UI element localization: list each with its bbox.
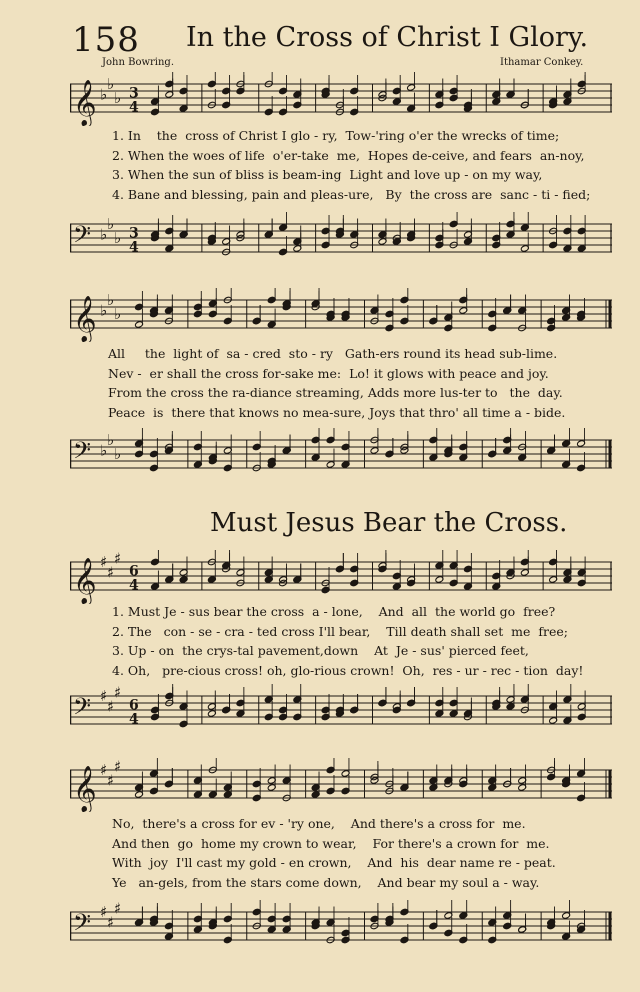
flat-sign-icon: ♭ bbox=[114, 445, 122, 463]
bass-clef-icon: 𝄢 bbox=[73, 908, 92, 942]
flat-sign-icon: ♭ bbox=[107, 75, 115, 93]
sharp-sign-icon: ♯ bbox=[114, 550, 122, 568]
verse-block bbox=[108, 344, 565, 422]
music-staff bbox=[70, 900, 612, 954]
hymn-number: 158 bbox=[72, 20, 140, 60]
sharp-sign-icon: ♯ bbox=[100, 687, 108, 705]
lyric-line: 3. Up - on the crys-tal pavement,down At Je - sus' pierced feet, bbox=[112, 643, 529, 658]
music-staff bbox=[70, 72, 612, 126]
treble-clef-icon: 𝄞 bbox=[73, 296, 97, 342]
flat-sign-icon: ♭ bbox=[107, 215, 115, 233]
bass-clef-icon: 𝄢 bbox=[73, 692, 92, 726]
sharp-sign-icon: ♯ bbox=[107, 697, 115, 716]
lyric-line: 2. When the woes of life o'er-take me, Hopes de-ceive, and fears an-noy, bbox=[112, 147, 585, 163]
treble-clef-icon: 𝄞 bbox=[73, 558, 97, 604]
lyric-line: Ye an-gels, from the stars come down, And bear my soul a - way. bbox=[112, 874, 540, 890]
sharp-sign-icon: ♯ bbox=[107, 771, 115, 790]
music-staff bbox=[70, 288, 612, 342]
music-staff bbox=[70, 758, 612, 812]
lyric-line: With joy I'll cast my gold - en crown, And his dear name re - peat. bbox=[112, 855, 556, 870]
lyric-line: 4. Bane and blessing, pain and pleas-ure, By the cross are sanc - ti - fied; bbox=[112, 186, 591, 202]
verse-block bbox=[112, 126, 590, 204]
flat-sign-icon: ♭ bbox=[114, 229, 122, 247]
music-staff bbox=[70, 212, 612, 266]
time-signature-icon: 4 bbox=[129, 99, 139, 116]
staff-drawing bbox=[70, 428, 612, 482]
flat-sign-icon: ♭ bbox=[114, 89, 122, 107]
staff-drawing bbox=[70, 550, 612, 604]
music-staff bbox=[70, 684, 612, 738]
verse-block bbox=[112, 814, 556, 892]
time-signature-icon: 6 bbox=[129, 563, 139, 580]
time-signature-icon: 4 bbox=[129, 239, 139, 256]
lyric-line: 2. The con - se - cra - ted cross I'll bear, Till death shall set me free; bbox=[112, 623, 568, 639]
verse-block bbox=[112, 602, 583, 680]
bass-clef-icon: 𝄢 bbox=[73, 220, 92, 254]
staff-drawing bbox=[70, 288, 612, 342]
sharp-sign-icon: ♯ bbox=[114, 900, 122, 918]
sharp-sign-icon: ♯ bbox=[114, 684, 122, 702]
time-signature-icon: 4 bbox=[129, 577, 139, 594]
time-signature-icon: 3 bbox=[129, 85, 139, 102]
treble-clef-icon: 𝄞 bbox=[73, 766, 97, 812]
flat-sign-icon: ♭ bbox=[100, 301, 108, 320]
lyric-line: Peace is there that knows no mea-sure, Joys that thro' all time a - bide. bbox=[108, 404, 566, 420]
staff-drawing bbox=[70, 212, 612, 266]
hymn-title: Must Jesus Bear the Cross. bbox=[210, 508, 568, 538]
lyric-line: Nev - er shall the cross for-sake me: Lo! it glows with peace and joy. bbox=[108, 365, 549, 381]
lyric-line: And then go home my crown to wear, For there's a crown for me. bbox=[112, 835, 550, 851]
sharp-sign-icon: ♯ bbox=[114, 758, 122, 776]
composer-credit: Ithamar Conkey. bbox=[500, 57, 584, 68]
flat-sign-icon: ♭ bbox=[107, 431, 115, 449]
bass-clef-icon: 𝄢 bbox=[73, 436, 92, 470]
lyric-line: All the light of sa - cred sto - ry Gath-ers round its head sub-lime. bbox=[108, 346, 558, 361]
sharp-sign-icon: ♯ bbox=[100, 761, 108, 779]
sharp-sign-icon: ♯ bbox=[100, 903, 108, 921]
lyric-line: From the cross the ra-diance streaming, Adds more lus-ter to the day. bbox=[108, 385, 563, 400]
staff-drawing bbox=[70, 72, 612, 126]
hymn-title: In the Cross of Christ I Glory. bbox=[186, 22, 589, 53]
flat-sign-icon: ♭ bbox=[100, 225, 108, 244]
author-credit: John Bowring. bbox=[102, 57, 175, 68]
staff-drawing bbox=[70, 684, 612, 738]
lyric-line: No, there's a cross for ev - 'ry one, And there's a cross for me. bbox=[112, 816, 526, 831]
time-signature-icon: 3 bbox=[129, 225, 139, 242]
treble-clef-icon: 𝄞 bbox=[73, 80, 97, 126]
lyric-line: 1. In the cross of Christ I glo - ry, Tow-'ring o'er the wrecks of time; bbox=[112, 128, 560, 143]
staff-drawing bbox=[70, 900, 612, 954]
sharp-sign-icon: ♯ bbox=[100, 553, 108, 571]
lyric-line: 4. Oh, pre-cious cross! oh, glo-rious crown! Oh, res - ur - rec - tion day! bbox=[112, 662, 584, 678]
lyric-line: 1. Must Je - sus bear the cross a - lone, And all the world go free? bbox=[112, 604, 556, 619]
sharp-sign-icon: ♯ bbox=[107, 563, 115, 582]
sharp-sign-icon: ♯ bbox=[107, 913, 115, 932]
music-staff bbox=[70, 550, 612, 604]
staff-drawing bbox=[70, 758, 612, 812]
music-staff bbox=[70, 428, 612, 482]
flat-sign-icon: ♭ bbox=[100, 441, 108, 460]
flat-sign-icon: ♭ bbox=[100, 85, 108, 104]
flat-sign-icon: ♭ bbox=[114, 305, 122, 323]
lyric-line: 3. When the sun of bliss is beam-ing Light and love up - on my way, bbox=[112, 167, 543, 182]
time-signature-icon: 6 bbox=[129, 697, 139, 714]
time-signature-icon: 4 bbox=[129, 711, 139, 728]
flat-sign-icon: ♭ bbox=[107, 291, 115, 309]
